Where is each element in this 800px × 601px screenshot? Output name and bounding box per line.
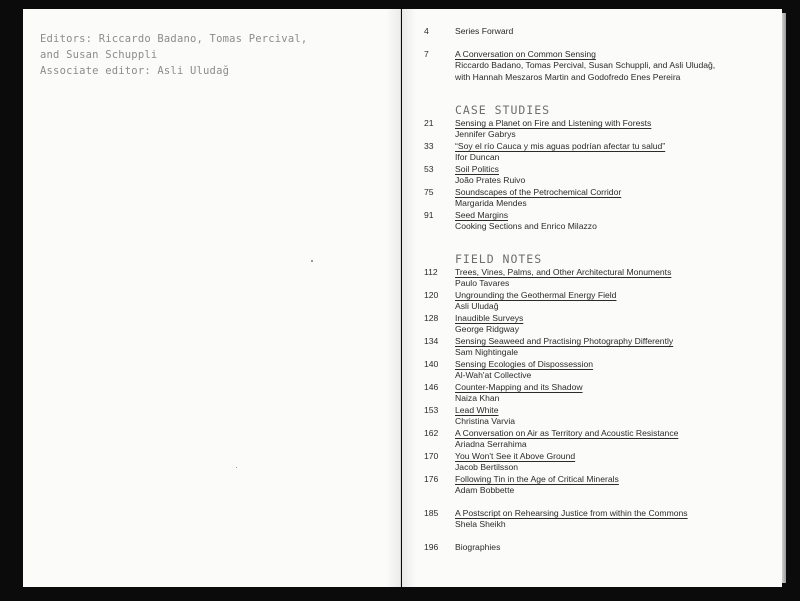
toc-author: Shela Sheikh	[455, 519, 506, 530]
toc-page-number: 170	[424, 451, 439, 461]
associate-editor-line: Associate editor: Asli Uludağ	[40, 65, 230, 77]
toc-author: Jennifer Gabrys	[455, 129, 516, 140]
toc-page-number: 7	[424, 49, 429, 59]
toc-page-number: 112	[424, 267, 438, 277]
toc-title: Inaudible Surveys	[455, 313, 524, 323]
toc-title: Counter-Mapping and its Shadow	[455, 382, 583, 392]
editors-line-2: and Susan Schuppli	[40, 49, 158, 61]
page-edge	[782, 13, 786, 583]
toc-title: “Soy el río Cauca y mis aguas podrían afectar tu salud”	[455, 141, 666, 151]
toc-title: A Postscript on Rehearsing Justice from within the Commons	[455, 508, 688, 518]
editors-credit	[40, 31, 307, 79]
toc-author: Jacob Bertilsson	[455, 462, 519, 473]
toc-page-number: 120	[424, 290, 439, 300]
toc-title: Trees, Vines, Palms, and Other Architectural Monuments	[455, 267, 672, 277]
toc-page-number: 91	[424, 210, 434, 220]
toc-title: Seed Margins	[455, 210, 509, 220]
gutter-shadow	[386, 9, 400, 587]
section-heading-field-notes: FIELD NOTES	[455, 252, 543, 266]
left-page	[23, 9, 401, 587]
toc-page-number: 196	[424, 542, 439, 552]
toc-page-number: 21	[424, 118, 434, 128]
toc-page-number: 33	[424, 141, 434, 151]
toc-title: Biographies	[455, 542, 501, 552]
toc-title: Series Forward	[455, 26, 514, 36]
paper-speck	[236, 467, 237, 468]
toc-title: Soil Politics	[455, 164, 499, 174]
toc-author: Ifor Duncan	[455, 152, 500, 163]
toc-title: Sensing a Planet on Fire and Listening with Forests	[455, 118, 652, 128]
toc-author: Sam Nightingale	[455, 347, 519, 358]
toc-title: Sensing Seaweed and Practising Photography Differently	[455, 336, 674, 346]
toc-page-number: 75	[424, 187, 434, 197]
toc-page-number: 185	[424, 508, 439, 518]
toc-title: Lead White	[455, 405, 499, 415]
toc-author: João Prates Ruivo	[455, 175, 526, 186]
toc-title: A Conversation on Air as Territory and Acoustic Resistance	[455, 428, 679, 438]
toc-title: A Conversation on Common Sensing	[455, 49, 596, 59]
toc-page-number: 140	[424, 359, 439, 369]
toc-author: Paulo Tavares	[455, 278, 510, 289]
toc-page-number: 128	[424, 313, 439, 323]
toc-page-number: 146	[424, 382, 439, 392]
toc-author: Asli Uludağ	[455, 301, 499, 312]
toc-page-number: 153	[424, 405, 439, 415]
toc-author: Cooking Sections and Enrico Milazzo	[455, 221, 597, 232]
toc-author: Christina Varvia	[455, 416, 516, 427]
toc-page-number: 134	[424, 336, 439, 346]
toc-author: Riccardo Badano, Tomas Percival, Susan Schuppli, and Asli Uludağ,	[455, 60, 716, 71]
toc-author: Ariadna Serrahima	[455, 439, 527, 450]
toc-page-number: 4	[424, 26, 429, 36]
paper-speck	[311, 260, 313, 262]
editors-line-1: Editors: Riccardo Badano, Tomas Percival,	[40, 33, 308, 45]
table-of-contents	[402, 9, 782, 587]
section-heading-case-studies: CASE STUDIES	[455, 103, 551, 117]
toc-author: Al-Wah'at Collective	[455, 370, 532, 381]
toc-title: Sensing Ecologies of Dispossession	[455, 359, 594, 369]
toc-title: Following Tin in the Age of Critical Minerals	[455, 474, 619, 484]
toc-page-number: 176	[424, 474, 439, 484]
toc-page-number: 53	[424, 164, 434, 174]
toc-page-number: 162	[424, 428, 439, 438]
toc-author: Naiza Khan	[455, 393, 500, 404]
right-page	[402, 9, 782, 587]
toc-author: with Hannah Meszaros Martin and Godofredo Enes Pereira	[455, 71, 681, 82]
toc-title: Ungrounding the Geothermal Energy Field	[455, 290, 617, 300]
toc-title: You Won't See it Above Ground	[455, 451, 576, 461]
toc-title: Soundscapes of the Petrochemical Corridor	[455, 187, 622, 197]
toc-author: Adam Bobbette	[455, 485, 515, 496]
toc-author: Margarida Mendes	[455, 198, 527, 209]
toc-author: George Ridgway	[455, 324, 520, 335]
